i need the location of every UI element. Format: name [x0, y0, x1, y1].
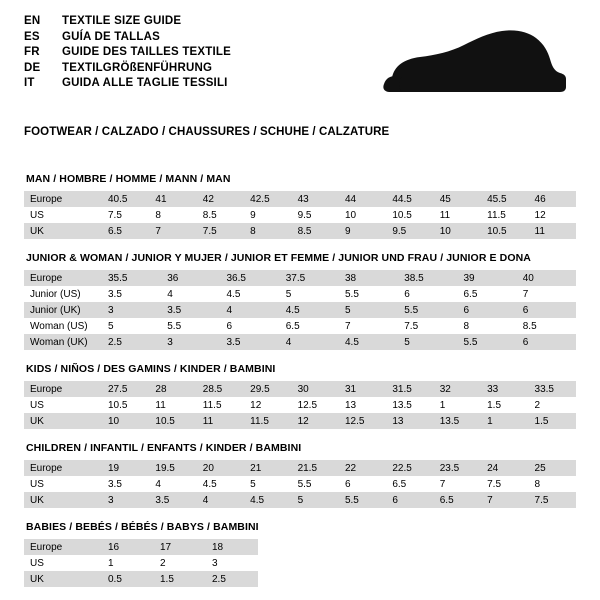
row-label: UK [24, 571, 102, 587]
table-row [24, 492, 576, 508]
row-label: UK [24, 492, 102, 508]
table-row [24, 270, 576, 286]
category-line: FOOTWEAR / CALZADO / CHAUSSURES / SCHUHE / CALZATURE [24, 126, 390, 138]
cell: 31.5 [386, 381, 433, 397]
row-label: Woman (US) [24, 318, 102, 334]
cell: 12 [244, 397, 291, 413]
cell: 5.5 [161, 318, 220, 334]
cell: 7.5 [529, 492, 576, 508]
cell: 42 [197, 191, 244, 207]
cell: 4.5 [221, 286, 280, 302]
cell: 19 [102, 460, 149, 476]
section-title: MAN / HOMBRE / HOMME / MANN / MAN [26, 173, 231, 185]
cell: 29.5 [244, 381, 291, 397]
cell: 7.5 [398, 318, 457, 334]
cell: 9 [244, 207, 291, 223]
cell: 13.5 [386, 397, 433, 413]
cell: 5.5 [458, 334, 517, 350]
cell: 3 [102, 302, 161, 318]
table-row [24, 302, 576, 318]
table-row [24, 286, 576, 302]
size-table-children [24, 460, 576, 508]
size-table-kids [24, 381, 576, 429]
cell: 5 [398, 334, 457, 350]
cell: 4 [149, 476, 196, 492]
language-title-list [24, 14, 231, 92]
cell: 4 [161, 286, 220, 302]
cell: 6 [386, 492, 433, 508]
cell: 8 [458, 318, 517, 334]
cell: 1.5 [481, 397, 528, 413]
row-label: Europe [24, 460, 102, 476]
row-label: Europe [24, 270, 102, 286]
cell: 9.5 [386, 223, 433, 239]
cell: 11 [197, 413, 244, 429]
cell: 5 [339, 302, 398, 318]
table-row [24, 460, 576, 476]
cell: 3.5 [102, 476, 149, 492]
cell: 4.5 [244, 492, 291, 508]
cell: 7.5 [481, 476, 528, 492]
cell: 37.5 [280, 270, 339, 286]
cell: 5 [292, 492, 339, 508]
cell: 6 [517, 334, 576, 350]
cell: 6.5 [280, 318, 339, 334]
language-code: DE [24, 61, 41, 74]
cell: 8.5 [197, 207, 244, 223]
cell: 10 [434, 223, 481, 239]
cell: 44 [339, 191, 386, 207]
table-row [24, 571, 576, 587]
cell: 11.5 [197, 397, 244, 413]
table-row [24, 476, 576, 492]
cell: 16 [102, 539, 154, 555]
cell: 40.5 [102, 191, 149, 207]
cell: 8.5 [292, 223, 339, 239]
cell: 27.5 [102, 381, 149, 397]
cell: 5.5 [398, 302, 457, 318]
cell: 11 [434, 207, 481, 223]
section-junior-woman [24, 239, 576, 350]
cell: 13 [386, 413, 433, 429]
table-row [24, 334, 576, 350]
cell: 6.5 [102, 223, 149, 239]
cell: 3 [102, 492, 149, 508]
cell: 11 [149, 397, 196, 413]
language-title: TEXTILGRÖßENFÜHRUNG [62, 61, 213, 74]
cell: 11.5 [481, 207, 528, 223]
cell: 6 [221, 318, 280, 334]
size-table-babies [24, 539, 576, 587]
row-label: Europe [24, 381, 102, 397]
size-table-man [24, 191, 576, 239]
cell: 17 [154, 539, 206, 555]
cell: 2 [160, 557, 166, 569]
row-label: US [30, 557, 44, 569]
cell: 8 [244, 223, 291, 239]
cell: 42.5 [244, 191, 291, 207]
cell: 4 [221, 302, 280, 318]
cell: 19.5 [149, 460, 196, 476]
cell: 31 [339, 381, 386, 397]
cell: 1.5 [154, 571, 206, 587]
cell: 0.5 [102, 571, 154, 587]
cell: 36.5 [221, 270, 280, 286]
row-label: Woman (UK) [24, 334, 102, 350]
table-row [24, 223, 576, 239]
cell: 1 [434, 397, 481, 413]
cell: 6.5 [434, 492, 481, 508]
cell: 4 [197, 492, 244, 508]
row-label: US [24, 476, 102, 492]
cell: 44.5 [386, 191, 433, 207]
cell: 21.5 [292, 460, 339, 476]
cell: 6 [458, 302, 517, 318]
cell: 41 [149, 191, 196, 207]
language-code: IT [24, 77, 35, 89]
cell: 5 [102, 318, 161, 334]
cell: 9 [339, 223, 386, 239]
cell: 10 [102, 413, 149, 429]
cell: 6.5 [386, 476, 433, 492]
cell: 10.5 [481, 223, 528, 239]
language-title: GUÍA DE TALLAS [62, 30, 160, 43]
section-man [24, 160, 576, 239]
cell: 38 [339, 270, 398, 286]
section-title: JUNIOR & WOMAN / JUNIOR Y MUJER / JUNIOR ET FEMME / JUNIOR UND FRAU / JUNIOR E DONA [26, 252, 531, 264]
language-code: ES [24, 30, 40, 43]
cell: 8.5 [517, 318, 576, 334]
cell: 10.5 [102, 397, 149, 413]
table-row [24, 381, 576, 397]
cell: 43 [292, 191, 339, 207]
cell: 7.5 [102, 207, 149, 223]
cell: 6 [339, 476, 386, 492]
language-title-rows [24, 14, 231, 92]
cell: 45.5 [481, 191, 528, 207]
cell: 35.5 [102, 270, 161, 286]
cell: 12.5 [292, 397, 339, 413]
cell: 4.5 [197, 476, 244, 492]
row-label: Europe [24, 191, 102, 207]
cell: 11.5 [244, 413, 291, 429]
section-title: BABIES / BEBÉS / BÉBÉS / BABYS / BAMBINI [26, 521, 259, 533]
cell: 4 [280, 334, 339, 350]
cell: 5 [244, 476, 291, 492]
cell: 10.5 [149, 413, 196, 429]
row-label: Junior (UK) [24, 302, 102, 318]
row-label: Europe [24, 539, 102, 555]
cell: 11 [529, 223, 576, 239]
section-babies [24, 508, 576, 587]
cell: 36 [161, 270, 220, 286]
cell: 8 [149, 207, 196, 223]
row-label: UK [24, 413, 102, 429]
table-row [24, 555, 576, 571]
cell: 46 [529, 191, 576, 207]
cell: 6.5 [458, 286, 517, 302]
cell: 3 [212, 557, 218, 569]
language-row [24, 61, 231, 77]
cell: 2.5 [206, 571, 258, 587]
cell: 3.5 [102, 286, 161, 302]
row-label: US [24, 207, 102, 223]
section-title: KIDS / NIÑOS / DES GAMINS / KINDER / BAMBINI [26, 363, 276, 375]
cell: 5 [280, 286, 339, 302]
cell: 23.5 [434, 460, 481, 476]
cell-empty [258, 571, 576, 587]
cell: 5.5 [339, 492, 386, 508]
page-header [0, 0, 600, 112]
cell: 7 [149, 223, 196, 239]
table-row [24, 397, 576, 413]
cell: 7 [517, 286, 576, 302]
size-table-junior-woman [24, 270, 576, 350]
cell: 39 [458, 270, 517, 286]
cell-empty [258, 539, 576, 555]
cell: 4.5 [339, 334, 398, 350]
cell: 4.5 [280, 302, 339, 318]
table-row [24, 191, 576, 207]
language-title: GUIDE DES TAILLES TEXTILE [62, 46, 231, 58]
cell: 9.5 [292, 207, 339, 223]
cell: 3 [161, 334, 220, 350]
cell: 12 [529, 207, 576, 223]
size-sections [0, 160, 600, 587]
cell: 18 [206, 539, 258, 555]
cell-empty [258, 555, 576, 571]
cell: 1.5 [529, 413, 576, 429]
row-label: US [24, 397, 102, 413]
cell: 13.5 [434, 413, 481, 429]
row-label: Junior (US) [24, 286, 102, 302]
cell: 1 [108, 557, 114, 569]
cell: 13 [339, 397, 386, 413]
cell: 7.5 [197, 223, 244, 239]
dress-shoe-icon [376, 26, 566, 100]
cell: 2.5 [102, 334, 161, 350]
cell: 6 [398, 286, 457, 302]
language-row [24, 76, 231, 92]
cell: 12 [292, 413, 339, 429]
section-title: CHILDREN / INFANTIL / ENFANTS / KINDER / BAMBINI [26, 442, 302, 454]
cell: 24 [481, 460, 528, 476]
language-code: FR [24, 46, 40, 58]
cell: 3.5 [221, 334, 280, 350]
cell: 7 [434, 476, 481, 492]
cell: 5.5 [339, 286, 398, 302]
table-row [24, 318, 576, 334]
language-row [24, 14, 231, 30]
table-row [24, 207, 576, 223]
cell: 38.5 [398, 270, 457, 286]
cell: 21 [244, 460, 291, 476]
cell: 45 [434, 191, 481, 207]
table-row [24, 413, 576, 429]
cell: 3.5 [149, 492, 196, 508]
section-kids [24, 350, 576, 429]
cell: 7 [339, 318, 398, 334]
language-row [24, 30, 231, 46]
cell: 3.5 [161, 302, 220, 318]
table-row [24, 539, 576, 555]
cell: 7 [481, 492, 528, 508]
cell: 40 [517, 270, 576, 286]
cell: 28.5 [197, 381, 244, 397]
cell: 1 [481, 413, 528, 429]
cell: 10.5 [386, 207, 433, 223]
cell: 20 [197, 460, 244, 476]
language-title: TEXTILE SIZE GUIDE [62, 15, 182, 27]
cell: 22 [339, 460, 386, 476]
language-code: EN [24, 15, 41, 27]
language-row [24, 45, 231, 61]
cell: 33.5 [529, 381, 576, 397]
cell: 8 [529, 476, 576, 492]
row-label: UK [24, 223, 102, 239]
cell: 12.5 [339, 413, 386, 429]
cell: 33 [481, 381, 528, 397]
language-title: GUIDA ALLE TAGLIE TESSILI [62, 77, 228, 89]
cell: 22.5 [386, 460, 433, 476]
cell: 10 [339, 207, 386, 223]
cell: 32 [434, 381, 481, 397]
cell: 28 [149, 381, 196, 397]
cell: 6 [517, 302, 576, 318]
cell: 2 [529, 397, 576, 413]
section-children [24, 429, 576, 508]
cell: 30 [292, 381, 339, 397]
cell: 25 [529, 460, 576, 476]
cell: 5.5 [292, 476, 339, 492]
